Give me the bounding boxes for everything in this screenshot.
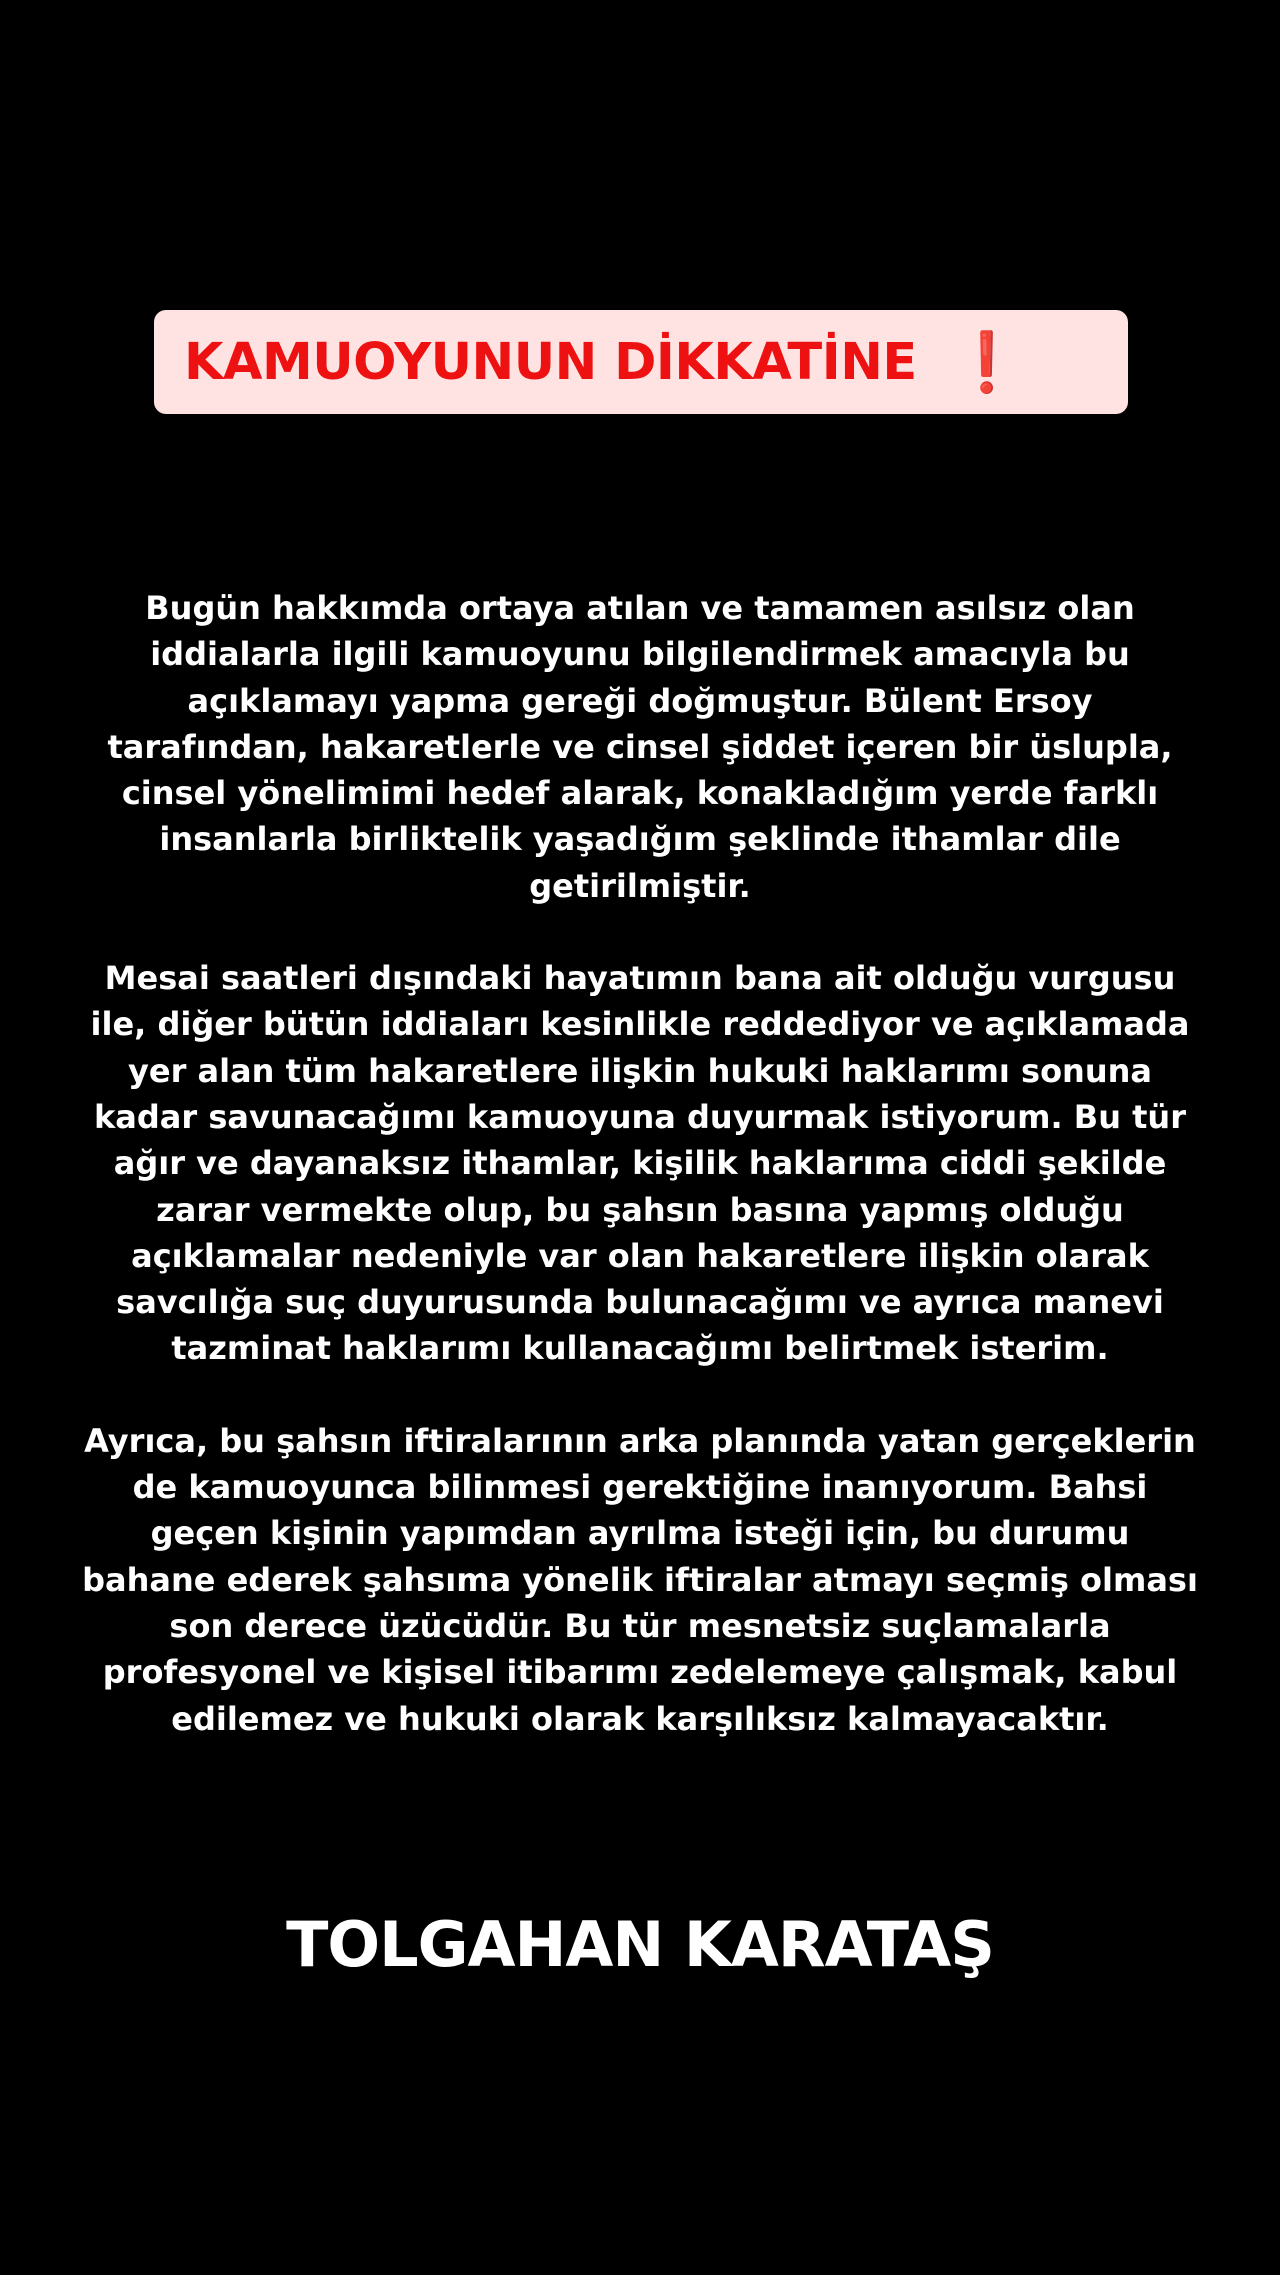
text-line: edilemez ve hukuki olarak karşılıksız kalmayacaktır. bbox=[171, 1699, 1109, 1738]
banner-title: KAMUOYUNUN DİKKATİNE bbox=[184, 332, 917, 392]
text-line: ağır ve dayanaksız ithamlar, kişilik haklarıma ciddi şekilde bbox=[113, 1144, 1167, 1183]
paragraph-3 bbox=[60, 1418, 1220, 1742]
text-line: kadar savunacağımı kamuoyuna duyurmak istiyorum. Bu tür bbox=[94, 1097, 1186, 1136]
text-line: ile, diğer bütün iddiaları kesinlikle reddediyor ve açıklamada bbox=[90, 1005, 1190, 1044]
text-line: tazminat haklarımı kullanacağımı belirtmek isterim. bbox=[171, 1329, 1109, 1368]
text-line: zarar vermekte olup, bu şahsın basına yapmış olduğu bbox=[156, 1190, 1124, 1229]
text-line: savcılığa suç duyurusunda bulunacağımı ve ayrıca manevi bbox=[116, 1283, 1164, 1322]
exclamation-icon: ❗ bbox=[950, 328, 1023, 396]
text-line: açıklamayı yapma gereği doğmuştur. Bülent Ersoy bbox=[187, 681, 1093, 720]
attention-banner bbox=[154, 310, 1128, 414]
paragraph-2 bbox=[60, 955, 1220, 1372]
text-line: tarafından, hakaretlerle ve cinsel şiddet içeren bir üslupla, bbox=[107, 727, 1173, 766]
signature: TOLGAHAN KARATAŞ bbox=[286, 1908, 994, 1981]
text-line: cinsel yönelimimi hedef alarak, konakladığım yerde farklı bbox=[121, 774, 1159, 813]
text-line: iddialarla ilgili kamuoyunu bilgilendirmek amacıyla bu bbox=[150, 635, 1130, 674]
text-line: getirilmiştir. bbox=[529, 866, 751, 905]
statement-body bbox=[60, 585, 1220, 1788]
text-line: Ayrıca, bu şahsın iftiralarının arka planında yatan gerçeklerin bbox=[84, 1421, 1196, 1460]
text-line: açıklamalar nedeniyle var olan hakaretlere ilişkin olarak bbox=[131, 1236, 1149, 1275]
text-line: insanlarla birliktelik yaşadığım şeklinde ithamlar dile bbox=[159, 820, 1121, 859]
text-line: geçen kişinin yapımdan ayrılma isteği için, bu durumu bbox=[150, 1514, 1130, 1553]
text-line: son derece üzücüdür. Bu tür mesnetsiz suçlamalarla bbox=[169, 1606, 1111, 1645]
text-line: bahane ederek şahsıma yönelik iftiralar atmayı seçmiş olması bbox=[82, 1560, 1198, 1599]
text-line: de kamuoyunca bilinmesi gerektiğine inanıyorum. Bahsi bbox=[132, 1468, 1148, 1507]
text-line: Bugün hakkımda ortaya atılan ve tamamen asılsız olan bbox=[145, 589, 1135, 627]
text-line: yer alan tüm hakaretlere ilişkin hukuki haklarımı sonuna bbox=[128, 1051, 1152, 1090]
text-line: Mesai saatleri dışındaki hayatımın bana ait olduğu vurgusu bbox=[104, 959, 1176, 998]
text-line: profesyonel ve kişisel itibarımı zedelemeye çalışmak, kabul bbox=[102, 1653, 1178, 1692]
paragraph-1 bbox=[60, 585, 1220, 909]
